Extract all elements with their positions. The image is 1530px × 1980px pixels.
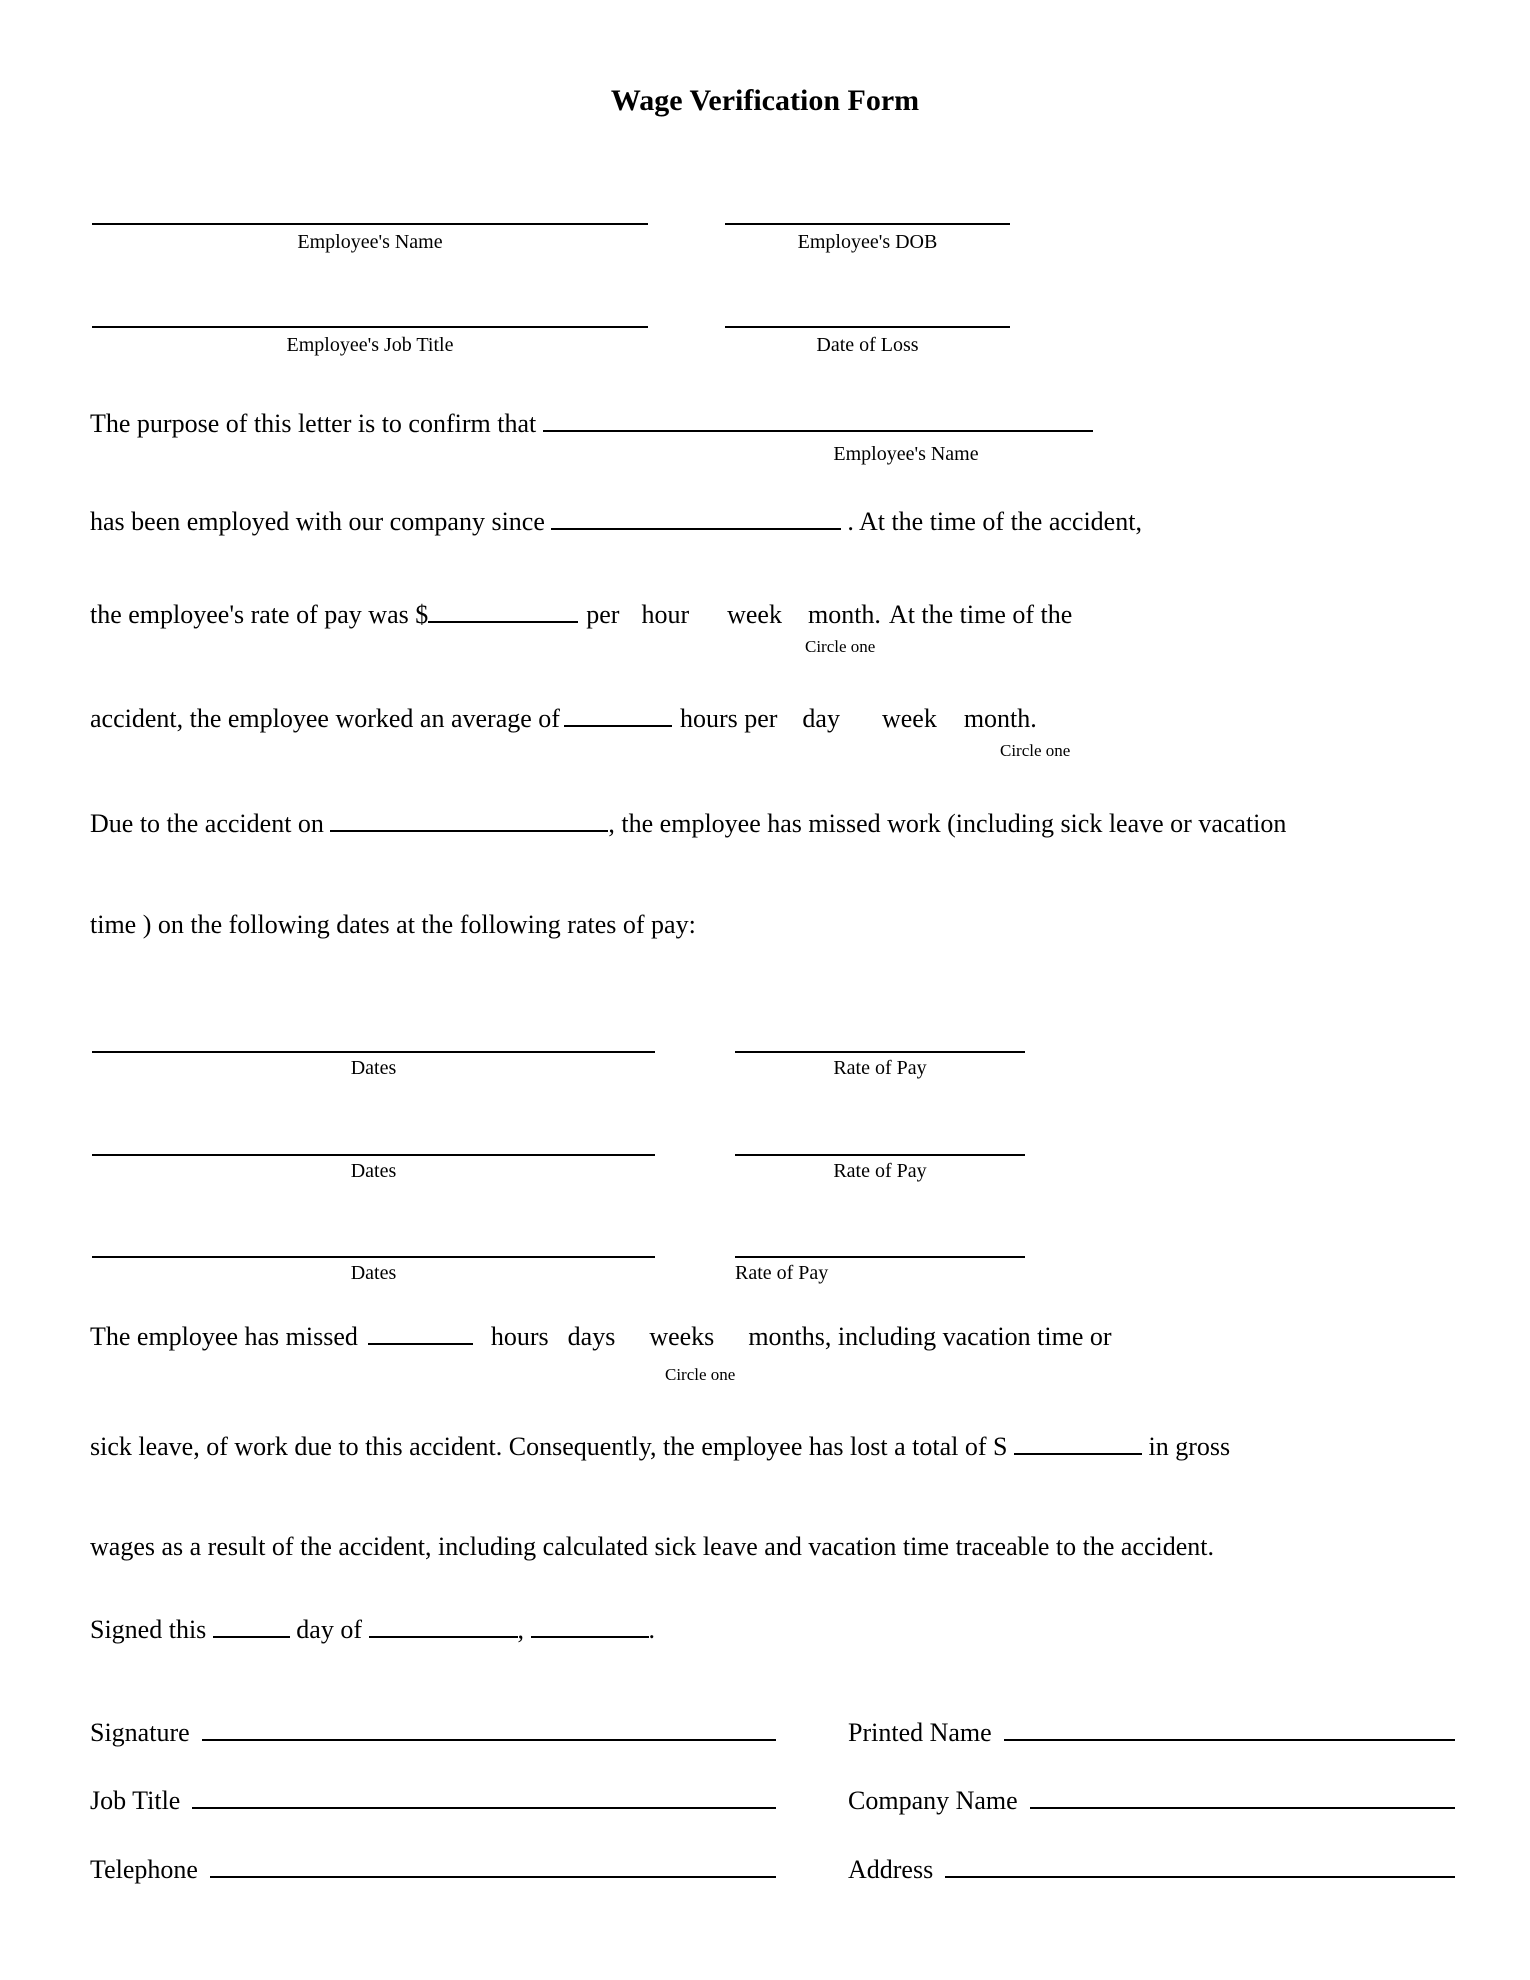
dates-label-3: Dates	[350, 1262, 397, 1284]
job-title-row	[90, 1786, 776, 1816]
rate-of-pay-label-2: Rate of Pay	[833, 1160, 927, 1182]
dates-label-2: Dates	[350, 1160, 397, 1182]
average-option-week[interactable]: week	[881, 704, 937, 733]
company-name-row	[848, 1786, 1455, 1816]
average-mid-text: hours per	[679, 704, 778, 733]
circle-one-note-2: Circle one	[1000, 741, 1071, 760]
address-row	[848, 1855, 1455, 1885]
signed-line	[90, 1615, 655, 1645]
due-text: Due to the accident on	[90, 809, 324, 838]
rate-of-pay-blank-3[interactable]	[735, 1256, 1025, 1258]
printed-name-label: Printed Name	[848, 1718, 992, 1747]
missed-post-text: months, including vacation time or	[748, 1322, 1112, 1351]
rate-post-text: At the time of the	[888, 600, 1073, 629]
company-name-blank[interactable]	[1030, 1807, 1455, 1809]
telephone-row	[90, 1855, 776, 1885]
telephone-label: Telephone	[90, 1855, 198, 1884]
signed-text: Signed this	[90, 1615, 207, 1644]
signed-period: .	[648, 1615, 655, 1644]
gross-post-text: in gross	[1148, 1432, 1231, 1461]
circle-one-note-3: Circle one	[665, 1365, 736, 1384]
signature-row	[90, 1718, 776, 1748]
company-name-label: Company Name	[848, 1786, 1018, 1815]
address-blank[interactable]	[945, 1876, 1455, 1878]
average-line	[90, 704, 1037, 734]
due-post-text: , the employee has missed work (including sick leave or vacation	[608, 809, 1287, 838]
missed-option-days[interactable]: days	[567, 1322, 616, 1351]
missed-option-weeks[interactable]: weeks	[649, 1322, 715, 1351]
printed-name-blank[interactable]	[1004, 1739, 1455, 1741]
telephone-blank[interactable]	[210, 1876, 776, 1878]
rate-text: the employee's rate of pay was $	[90, 600, 429, 629]
rate-option-week[interactable]: week	[727, 600, 782, 629]
employee-name-blank[interactable]	[92, 223, 648, 225]
purpose-line	[90, 409, 1093, 439]
dates-blank-1[interactable]	[92, 1051, 655, 1053]
average-hours-blank[interactable]	[564, 725, 672, 727]
signed-month-blank[interactable]	[369, 1636, 518, 1638]
address-label: Address	[848, 1855, 934, 1884]
printed-name-row	[848, 1718, 1455, 1748]
date-of-loss-blank[interactable]	[725, 326, 1010, 328]
average-option-day[interactable]: day	[802, 704, 840, 733]
employee-name-label: Employee's Name	[297, 231, 443, 253]
dates-blank-2[interactable]	[92, 1154, 655, 1156]
missed-option-hours[interactable]: hours	[490, 1322, 549, 1351]
dates-blank-3[interactable]	[92, 1256, 655, 1258]
rate-option-hour[interactable]: hour	[641, 600, 690, 629]
circle-one-note-1: Circle one	[805, 637, 876, 656]
rate-blank[interactable]	[428, 621, 578, 623]
missed-line	[90, 1322, 1112, 1352]
page-title: Wage Verification Form	[610, 84, 920, 117]
rate-option-month[interactable]: month.	[807, 600, 881, 629]
rate-of-pay-blank-2[interactable]	[735, 1154, 1025, 1156]
dates-label-1: Dates	[350, 1057, 397, 1079]
employed-since-blank[interactable]	[551, 528, 841, 530]
due-line	[90, 809, 1286, 839]
employed-line	[90, 507, 1142, 537]
signature-label: Signature	[90, 1718, 190, 1747]
purpose-name-blank[interactable]	[543, 430, 1093, 432]
rate-of-pay-blank-1[interactable]	[735, 1051, 1025, 1053]
signature-blank[interactable]	[202, 1739, 776, 1741]
rate-per-text: per	[586, 600, 620, 629]
rate-of-pay-label-1: Rate of Pay	[833, 1057, 927, 1079]
job-title-label: Employee's Job Title	[286, 334, 454, 356]
footer-job-title-blank[interactable]	[192, 1807, 776, 1809]
employed-post-text: . At the time of the accident,	[847, 507, 1142, 536]
gross-text: sick leave, of work due to this accident. Consequently, the employee has lost a total of S	[90, 1432, 1008, 1461]
missed-text: The employee has missed	[90, 1322, 358, 1351]
signed-year-blank[interactable]	[531, 1636, 649, 1638]
employed-text: has been employed with our company since	[90, 507, 545, 536]
time-line: time ) on the following dates at the following rates of pay:	[90, 910, 696, 939]
date-of-loss-label: Date of Loss	[816, 334, 919, 356]
gross-line	[90, 1432, 1230, 1462]
rate-of-pay-label-3: Rate of Pay	[735, 1262, 829, 1284]
average-text: accident, the employee worked an average of	[90, 704, 560, 733]
purpose-blank-label: Employee's Name	[833, 443, 979, 465]
rate-line	[90, 600, 1072, 630]
job-title-blank[interactable]	[92, 326, 648, 328]
wages-line: wages as a result of the accident, including calculated sick leave and vacation time traceable to the accident.	[90, 1532, 1214, 1561]
employee-dob-label: Employee's DOB	[797, 231, 938, 253]
accident-date-blank[interactable]	[330, 830, 608, 832]
signed-comma: ,	[517, 1615, 524, 1644]
footer-job-title-label: Job Title	[90, 1786, 181, 1815]
signed-day-blank[interactable]	[213, 1636, 290, 1638]
gross-amount-blank[interactable]	[1014, 1453, 1142, 1455]
missed-amount-blank[interactable]	[368, 1343, 473, 1345]
average-option-month[interactable]: month.	[963, 704, 1037, 733]
signed-dayof-text: day of	[296, 1615, 362, 1644]
employee-dob-blank[interactable]	[725, 223, 1010, 225]
purpose-text: The purpose of this letter is to confirm that	[90, 409, 537, 438]
